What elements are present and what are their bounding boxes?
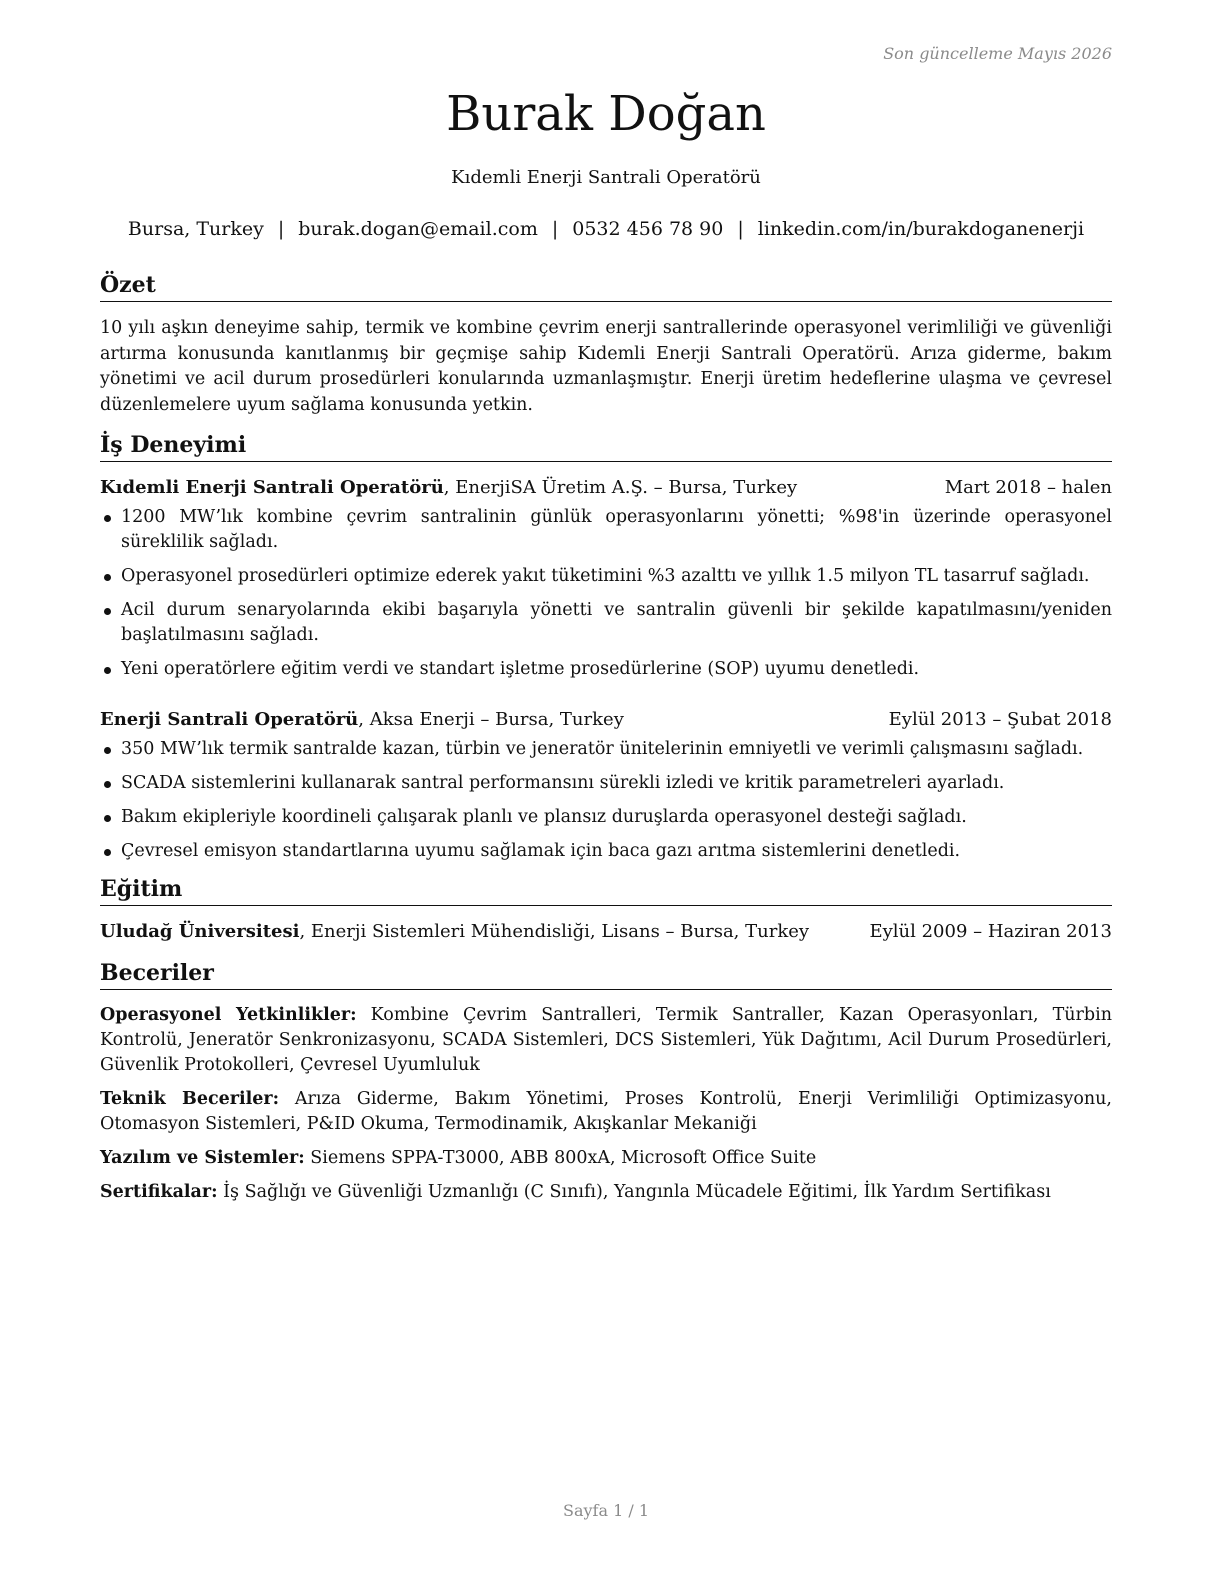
- job-entry: [100, 707, 1112, 864]
- skill-group-text: İş Sağlığı ve Güvenliği Uzmanlığı (C Sınıfı), Yangınla Mücadele Eğitimi, İlk Yardım Sertifikası: [217, 1182, 1051, 1202]
- summary-heading: Özet: [100, 271, 1112, 302]
- contact-phone: 0532 456 78 90: [572, 218, 724, 240]
- education-school: Uludağ Üniversitesi: [100, 921, 300, 942]
- job-bullet: Bakım ekipleriyle koordineli çalışarak planlı ve plansız duruşlarda operasyonel desteği sağladı.: [100, 805, 1112, 830]
- candidate-name: Burak Doğan: [446, 86, 766, 142]
- contact-separator: |: [737, 218, 744, 240]
- skill-group-label: Teknik Beceriler:: [100, 1089, 280, 1109]
- job-bullet: 1200 MW’lık kombine çevrim santralinin günlük operasyonlarını yönetti; %98'in üzerinde operasyonel süreklilik sağladı.: [100, 505, 1112, 555]
- job-bullets: [100, 737, 1112, 864]
- skill-group-text: Kombine Çevrim Santralleri, Termik Santraller, Kazan Operasyonları, Türbin Kontrolü, Jeneratör Senkronizasyonu, SCADA Sistemleri, DCS Sistemleri, Yük Dağıtımı, Acil Durum Prosedürleri, Güvenlik Protokolleri, Çevresel Uyumluluk: [100, 1005, 1112, 1075]
- job-bullets: [100, 505, 1112, 682]
- job-header: [100, 707, 1112, 733]
- page-number: Sayfa 1 / 1: [562, 1501, 649, 1520]
- contact-separator: |: [277, 218, 285, 240]
- skills-heading: Beceriler: [100, 959, 1112, 990]
- job-bullet: Yeni operatörlere eğitim verdi ve standart işletme prosedürlerine (SOP) uyumu denetledi.: [100, 657, 1112, 682]
- education-section: [100, 875, 1112, 945]
- job-bullet: Acil durum senaryolarında ekibi başarıyla yönetti ve santralin güvenli bir şekilde kapatılmasını/yeniden başlatılmasını sağladı.: [100, 598, 1112, 648]
- education-heading: Eğitim: [100, 875, 1112, 906]
- education-dates: Eylül 2009 – Haziran 2013: [869, 921, 1112, 942]
- skills-section: [100, 959, 1112, 1214]
- contact-location: Bursa, Turkey: [127, 218, 264, 240]
- job-entry: [100, 475, 1112, 682]
- summary-section: [100, 271, 1112, 418]
- last-updated-note: Son güncelleme Mayıs 2026: [883, 44, 1112, 63]
- job-bullet: 350 MW’lık termik santralde kazan, türbin ve jeneratör ünitelerinin emniyetli ve verimli çalışmasını sağladı.: [100, 737, 1112, 762]
- contact-line: [100, 218, 1112, 240]
- skill-group-text: Siemens SPPA-T3000, ABB 800xA, Microsoft Office Suite: [304, 1148, 817, 1168]
- resume-page: [100, 0, 1112, 1584]
- education-detail: , Enerji Sistemleri Mühendisliği, Lisans – Bursa, Turkey: [299, 921, 810, 942]
- experience-heading: İş Deneyimi: [100, 431, 1112, 462]
- skill-group-label: Yazılım ve Sistemler:: [100, 1148, 305, 1168]
- skill-group: [100, 1003, 1112, 1078]
- job-bullet: Çevresel emisyon standartlarına uyumu sağlamak için baca gazı arıtma sistemlerini denetledi.: [100, 839, 1112, 864]
- skill-group-text: Arıza Giderme, Bakım Yönetimi, Proses Kontrolü, Enerji Verimliliği Optimizasyonu, Otomasyon Sistemleri, P&ID Okuma, Termodinamik, Akışkanlar Mekaniği: [100, 1089, 1112, 1134]
- job-company: , Aksa Enerji – Bursa, Turkey: [358, 709, 624, 730]
- skill-group-label: Sertifikalar:: [100, 1182, 218, 1202]
- summary-text: 10 yılı aşkın deneyime sahip, termik ve kombine çevrim enerji santrallerinde operasyonel verimliliği ve güvenliği artırma konusunda kanıtlanmış bir geçmişe sahip Kıdemli Enerji Santrali Operatörü. Arıza giderme, bakım yönetimi ve acil durum prosedürleri konularında uzmanlaşmıştır. Enerji üretim hedeflerine ulaşma ve çevresel düzenlemelere uyum sağlama konusunda yetkin.: [100, 318, 1112, 415]
- skill-group: [100, 1087, 1112, 1137]
- skill-group-label: Operasyonel Yetkinlikler:: [100, 1005, 357, 1025]
- contact-linkedin[interactable]: linkedin.com/in/burakdoganenerji: [757, 218, 1085, 240]
- contact-separator: |: [551, 218, 559, 240]
- job-role: Kıdemli Enerji Santrali Operatörü: [100, 477, 444, 498]
- candidate-title: Kıdemli Enerji Santrali Operatörü: [451, 167, 761, 188]
- skill-group: [100, 1146, 1112, 1171]
- job-dates: Eylül 2013 – Şubat 2018: [888, 709, 1112, 730]
- job-dates: Mart 2018 – halen: [944, 477, 1112, 498]
- job-header: [100, 475, 1112, 501]
- job-bullet: Operasyonel prosedürleri optimize ederek yakıt tüketimini %3 azalttı ve yıllık 1.5 milyon TL tasarruf sağladı.: [100, 564, 1112, 589]
- contact-email[interactable]: burak.dogan@email.com: [298, 218, 538, 240]
- job-company: , EnerjiSA Üretim A.Ş. – Bursa, Turkey: [443, 477, 798, 498]
- skill-group: [100, 1180, 1112, 1205]
- job-bullet: SCADA sistemlerini kullanarak santral performansını sürekli izledi ve kritik parametreleri ayarladı.: [100, 771, 1112, 796]
- experience-section: [100, 431, 1112, 873]
- education-entry: [100, 919, 1112, 945]
- skills-list: [100, 1003, 1112, 1205]
- job-role: Enerji Santrali Operatörü: [100, 709, 359, 730]
